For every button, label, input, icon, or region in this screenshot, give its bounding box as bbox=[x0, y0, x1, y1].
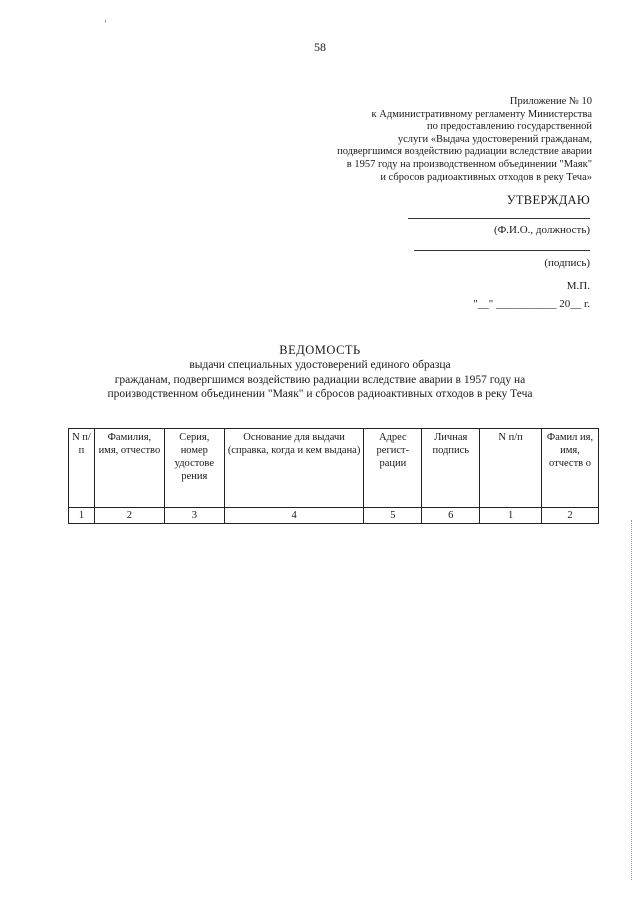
annex-line: подвергшимся воздействию радиации вследствие аварии bbox=[337, 146, 592, 158]
table-header-row bbox=[69, 429, 599, 508]
annex-line: к Административному регламенту Министерства bbox=[371, 108, 592, 120]
annex-line: услуги «Выдача удостоверений гражданам, bbox=[397, 133, 592, 145]
name-signature-line bbox=[408, 218, 590, 219]
approval-heading: УТВЕРЖДАЮ bbox=[506, 193, 590, 207]
column-header-full-name-2: Фамил ия, имя, отчеств о bbox=[542, 429, 599, 508]
column-header-address: Адрес регист- рации bbox=[364, 429, 422, 508]
page-number: 58 bbox=[314, 40, 326, 54]
column-number-cell: 2 bbox=[542, 508, 599, 524]
subtitle-line: гражданам, подвергшимся воздействию радиации вследствие аварии в 1957 году на bbox=[114, 373, 526, 386]
signature-line bbox=[414, 250, 590, 251]
column-header-number-2: N п/п bbox=[480, 429, 542, 508]
annex-line: и сбросов радиоактивных отходов в реку Теча» bbox=[380, 171, 592, 183]
column-number-cell: 2 bbox=[94, 508, 164, 524]
signature-caption: (подпись) bbox=[544, 257, 590, 269]
column-header-basis: Основание для выдачи (справка, когда и кем выдана) bbox=[224, 429, 364, 508]
date-line: "__" ___________ 20__ г. bbox=[473, 298, 590, 310]
annex-line: Приложение № 10 bbox=[509, 96, 592, 107]
column-number-cell: 4 bbox=[224, 508, 364, 524]
column-number-row bbox=[69, 508, 599, 524]
column-header-certificate-series: Серия, номер удостове рения bbox=[164, 429, 224, 508]
register-table bbox=[68, 428, 599, 524]
scan-edge-marks bbox=[630, 520, 632, 880]
annex-line: в 1957 году на производственном объединении "Маяк" bbox=[346, 158, 592, 170]
column-number-cell: 1 bbox=[69, 508, 95, 524]
column-header-signature: Личная подпись bbox=[422, 429, 480, 508]
column-number-cell: 1 bbox=[480, 508, 542, 524]
column-number-cell: 3 bbox=[164, 508, 224, 524]
column-header-number: N п/п bbox=[69, 429, 95, 508]
column-header-full-name: Фамилия, имя, отчество bbox=[94, 429, 164, 508]
document-title: ВЕДОМОСТЬ bbox=[279, 343, 361, 357]
column-number-cell: 6 bbox=[422, 508, 480, 524]
column-number-cell: 5 bbox=[364, 508, 422, 524]
subtitle-line: производственном объединении "Маяк" и сбросов радиоактивных отходов в реку Теча bbox=[107, 388, 533, 400]
annex-line: по предоставлению государственной bbox=[426, 121, 592, 133]
annex-block bbox=[337, 96, 592, 184]
subtitle-line: выдачи специальных удостоверений единого образца bbox=[189, 359, 451, 371]
page-mark: ʻ bbox=[104, 18, 107, 28]
name-caption: (Ф.И.О., должность) bbox=[493, 224, 590, 236]
stamp-label: М.П. bbox=[566, 280, 590, 292]
document-subtitle bbox=[60, 358, 580, 402]
